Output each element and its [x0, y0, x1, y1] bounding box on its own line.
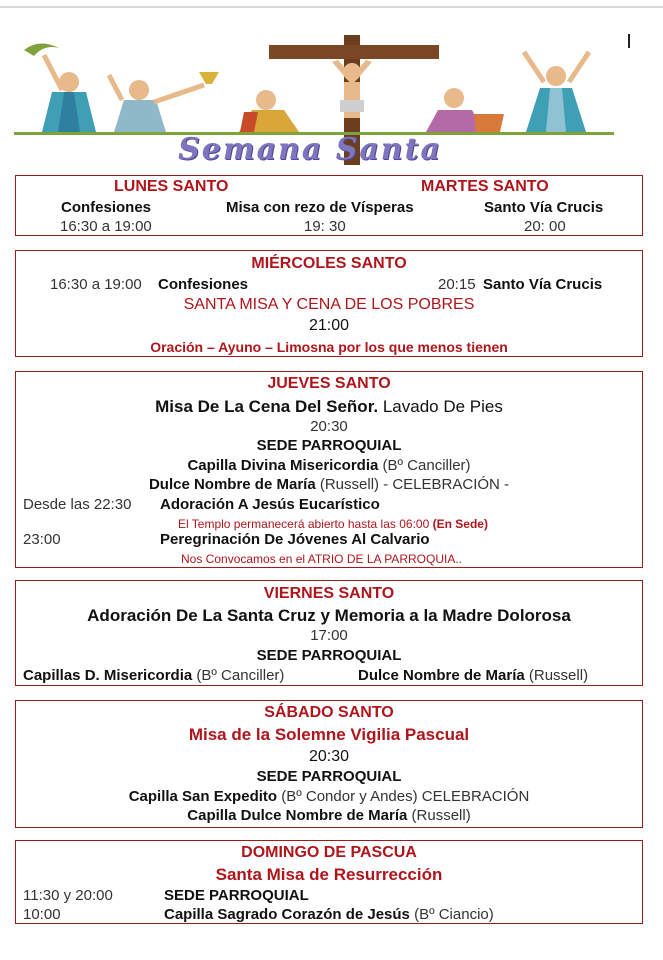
via-crucis-time: 20: 00: [524, 218, 566, 235]
jueves-time: 20:30: [310, 418, 348, 435]
viernes-box: [15, 580, 643, 686]
jueves-adoracion-time: Desde las 22:30: [23, 496, 132, 513]
viernes-time: 17:00: [310, 627, 348, 644]
viernes-capilla-2-name: Dulce Nombre de María: [358, 667, 525, 684]
lunes-title: LUNES SANTO: [114, 178, 229, 195]
domingo-row-2-place: (Bº Ciancio): [414, 906, 494, 923]
sabado-misa: Misa de la Solemne Vigilia Pascual: [188, 725, 470, 744]
sabado-capilla-2-place: (Russell): [411, 807, 471, 824]
domingo-row-2-time: 10:00: [23, 906, 61, 923]
miercoles-left-label: Confesiones: [158, 276, 249, 293]
jueves-capilla-2-place: (Russell) - CELEBRACIÓN -: [319, 476, 510, 493]
jueves-box: [15, 371, 643, 568]
domingo-box: [15, 840, 643, 924]
figure-2: [114, 100, 166, 132]
viernes-capilla-2-place: (Russell): [528, 667, 589, 684]
via-crucis-label: Santo Vía Crucis: [484, 199, 604, 216]
lunes-martes-box: [15, 175, 643, 236]
sabado-capilla-2-name: Capilla Dulce Nombre de María: [187, 807, 408, 824]
jueves-misa: [16, 398, 642, 416]
miercoles-misa-time: 21:00: [308, 317, 350, 334]
sabado-capilla-1-name: Capilla San Expedito: [128, 788, 278, 805]
martes-title: MARTES SANTO: [421, 178, 549, 195]
viernes-capilla-1-name: Capillas D. Misericordia: [23, 667, 193, 684]
miercoles-title: MIÉRCOLES SANTO: [251, 255, 407, 272]
miercoles-footer: Oración – Ayuno – Limosna por los que menos tienen: [150, 339, 508, 355]
viernes-capilla-1: [23, 667, 284, 685]
miercoles-box: [15, 250, 643, 357]
domingo-row-1-time: 11:30 y 20:00: [23, 887, 113, 904]
jueves-convocamos: Nos Convocamos en el ATRIO DE LA PARROQUIA..: [181, 552, 462, 566]
jueves-capilla-2: [16, 476, 642, 494]
chalice: [199, 72, 219, 84]
jueves-sede: SEDE PARROQUIAL: [256, 437, 402, 454]
cross-horizontal: [269, 45, 439, 59]
viernes-title: VIERNES SANTO: [263, 585, 395, 602]
viernes-sede: SEDE PARROQUIAL: [256, 647, 402, 664]
jueves-peregrinacion-time: 23:00: [23, 531, 61, 548]
page-title: Semana Santa: [178, 132, 442, 167]
jueves-misa-rest: Lavado De Pies: [382, 397, 503, 416]
miercoles-right-time: 20:15: [438, 276, 476, 293]
viernes-capilla-1-place: (Bº Canciller): [196, 667, 285, 684]
jueves-templo-text: El Templo permanecerá abierto hasta las 06:00: [178, 517, 430, 531]
jueves-capilla-1-name: Capilla Divina Misericordia: [187, 457, 379, 474]
visperas-label: Misa con rezo de Vísperas: [226, 199, 414, 216]
domingo-row-2-name: Capilla Sagrado Corazón de Jesús: [164, 906, 410, 923]
jueves-capilla-2-name: Dulce Nombre de María: [148, 476, 316, 493]
miercoles-misa: SANTA MISA Y CENA DE LOS POBRES: [183, 296, 475, 313]
jueves-peregrinacion-label: Peregrinación De Jóvenes Al Calvario: [160, 531, 430, 548]
jueves-capilla-1: [16, 457, 642, 475]
sabado-title: SÁBADO SANTO: [264, 704, 394, 721]
confesiones-time: 16:30 a 19:00: [60, 218, 152, 235]
miercoles-right-label: Santo Vía Crucis: [483, 276, 603, 293]
miercoles-left-time: 16:30 a 19:00: [50, 276, 142, 293]
domingo-misa: Santa Misa de Resurrección: [215, 865, 443, 884]
jueves-templo-sede: (En Sede): [432, 517, 488, 531]
sabado-time: 20:30: [308, 748, 350, 765]
sabado-capilla-2: [16, 807, 642, 825]
sabado-sede: SEDE PARROQUIAL: [256, 768, 402, 785]
viernes-capilla-2: [358, 667, 588, 685]
sabado-capilla-1-place: (Bº Condor y Andes) CELEBRACIÓN: [281, 788, 530, 805]
domingo-row-1-label: SEDE PARROQUIAL: [164, 887, 309, 904]
palm-branch: [24, 43, 59, 56]
confesiones-label: Confesiones: [61, 199, 152, 216]
jueves-adoracion-label: Adoración A Jesús Eucarístico: [160, 496, 380, 513]
jueves-misa-bold: Misa De La Cena Del Señor.: [155, 397, 379, 416]
top-divider: [0, 6, 663, 8]
sabado-capilla-1: [16, 788, 642, 806]
jueves-title: JUEVES SANTO: [267, 375, 391, 392]
viernes-adoracion: Adoración De La Santa Cruz y Memoria a la Madre Dolorosa: [87, 606, 571, 625]
sabado-box: [15, 700, 643, 828]
page-mark: [628, 34, 630, 48]
visperas-time: 19: 30: [304, 218, 346, 235]
jueves-capilla-1-place: (Bº Canciller): [382, 457, 471, 474]
domingo-row-2: [164, 906, 494, 924]
domingo-title: DOMINGO DE PASCUA: [241, 844, 417, 861]
